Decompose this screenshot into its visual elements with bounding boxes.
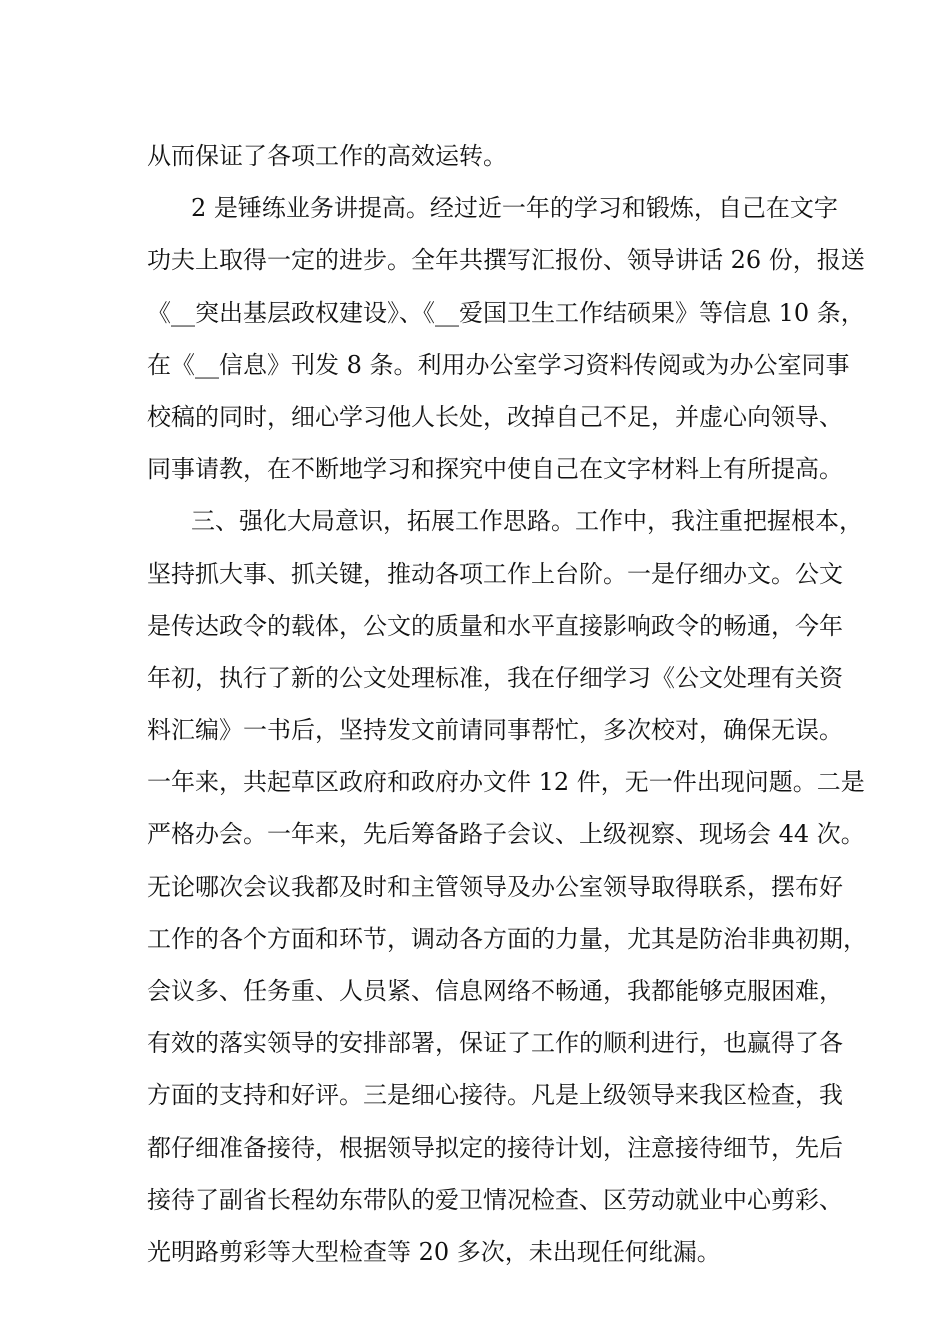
text-line: 严格办会。一年来，先后筹备路子会议、上级视察、现场会 44 次。 bbox=[147, 820, 865, 849]
text-line: 都仔细准备接待，根据领导拟定的接待计划，注意接待细节，先后 bbox=[147, 1133, 843, 1162]
text-line: 方面的支持和好评。三是细心接待。凡是上级领导来我区检查，我 bbox=[147, 1081, 843, 1110]
text-line: 工作的各个方面和环节，调动各方面的力量，尤其是防治非典初期， bbox=[147, 924, 867, 953]
text-line: 同事请教，在不断地学习和探究中使自己在文字材料上有所提高。 bbox=[147, 455, 843, 484]
text-line: 从而保证了各项工作的高效运转。 bbox=[147, 142, 507, 170]
text-line: 三、强化大局意识，拓展工作思路。工作中，我注重把握根本， bbox=[191, 507, 863, 536]
text-line: 功夫上取得一定的进步。全年共撰写汇报份、领导讲话 26 份，报送 bbox=[147, 246, 865, 275]
text-line: 在《__信息》刊发 8 条。利用办公室学习资料传阅或为办公室同事 bbox=[147, 350, 850, 379]
text-line: 无论哪次会议我都及时和主管领导及办公室领导取得联系，摆布好 bbox=[147, 872, 843, 901]
text-line: 料汇编》一书后，坚持发文前请同事帮忙，多次校对，确保无误。 bbox=[147, 716, 843, 745]
text-line: 有效的落实领导的安排部署，保证了工作的顺利进行，也赢得了各 bbox=[147, 1029, 843, 1058]
text-line: 校稿的同时，细心学习他人长处，改掉自己不足，并虚心向领导、 bbox=[147, 402, 843, 431]
text-line: 会议多、任务重、人员紧、信息网络不畅通，我都能够克服困难， bbox=[147, 977, 843, 1005]
text-line: 光明路剪彩等大型检查等 20 多次，未出现任何纰漏。 bbox=[147, 1237, 721, 1266]
text-line: 是传达政令的载体，公文的质量和水平直接影响政令的畅通，今年 bbox=[147, 611, 843, 640]
text-line: 一年来，共起草区政府和政府办文件 12 件，无一件出现问题。二是 bbox=[147, 768, 865, 797]
text-line: 接待了副省长程幼东带队的爱卫情况检查、区劳动就业中心剪彩、 bbox=[147, 1185, 843, 1214]
body-text bbox=[147, 130, 867, 1278]
text-line: 坚持抓大事、抓关键，推动各项工作上台阶。一是仔细办文。公文 bbox=[147, 559, 843, 588]
text-line: 2 是锤练业务讲提高。经过近一年的学习和锻炼，自己在文字 bbox=[191, 194, 838, 223]
text-line: 《__突出基层政权建设》、《__爱国卫生工作结硕果》等信息 10 条， bbox=[147, 298, 865, 327]
text-line: 年初，执行了新的公文处理标准，我在仔细学习《公文处理有关资 bbox=[147, 663, 843, 692]
